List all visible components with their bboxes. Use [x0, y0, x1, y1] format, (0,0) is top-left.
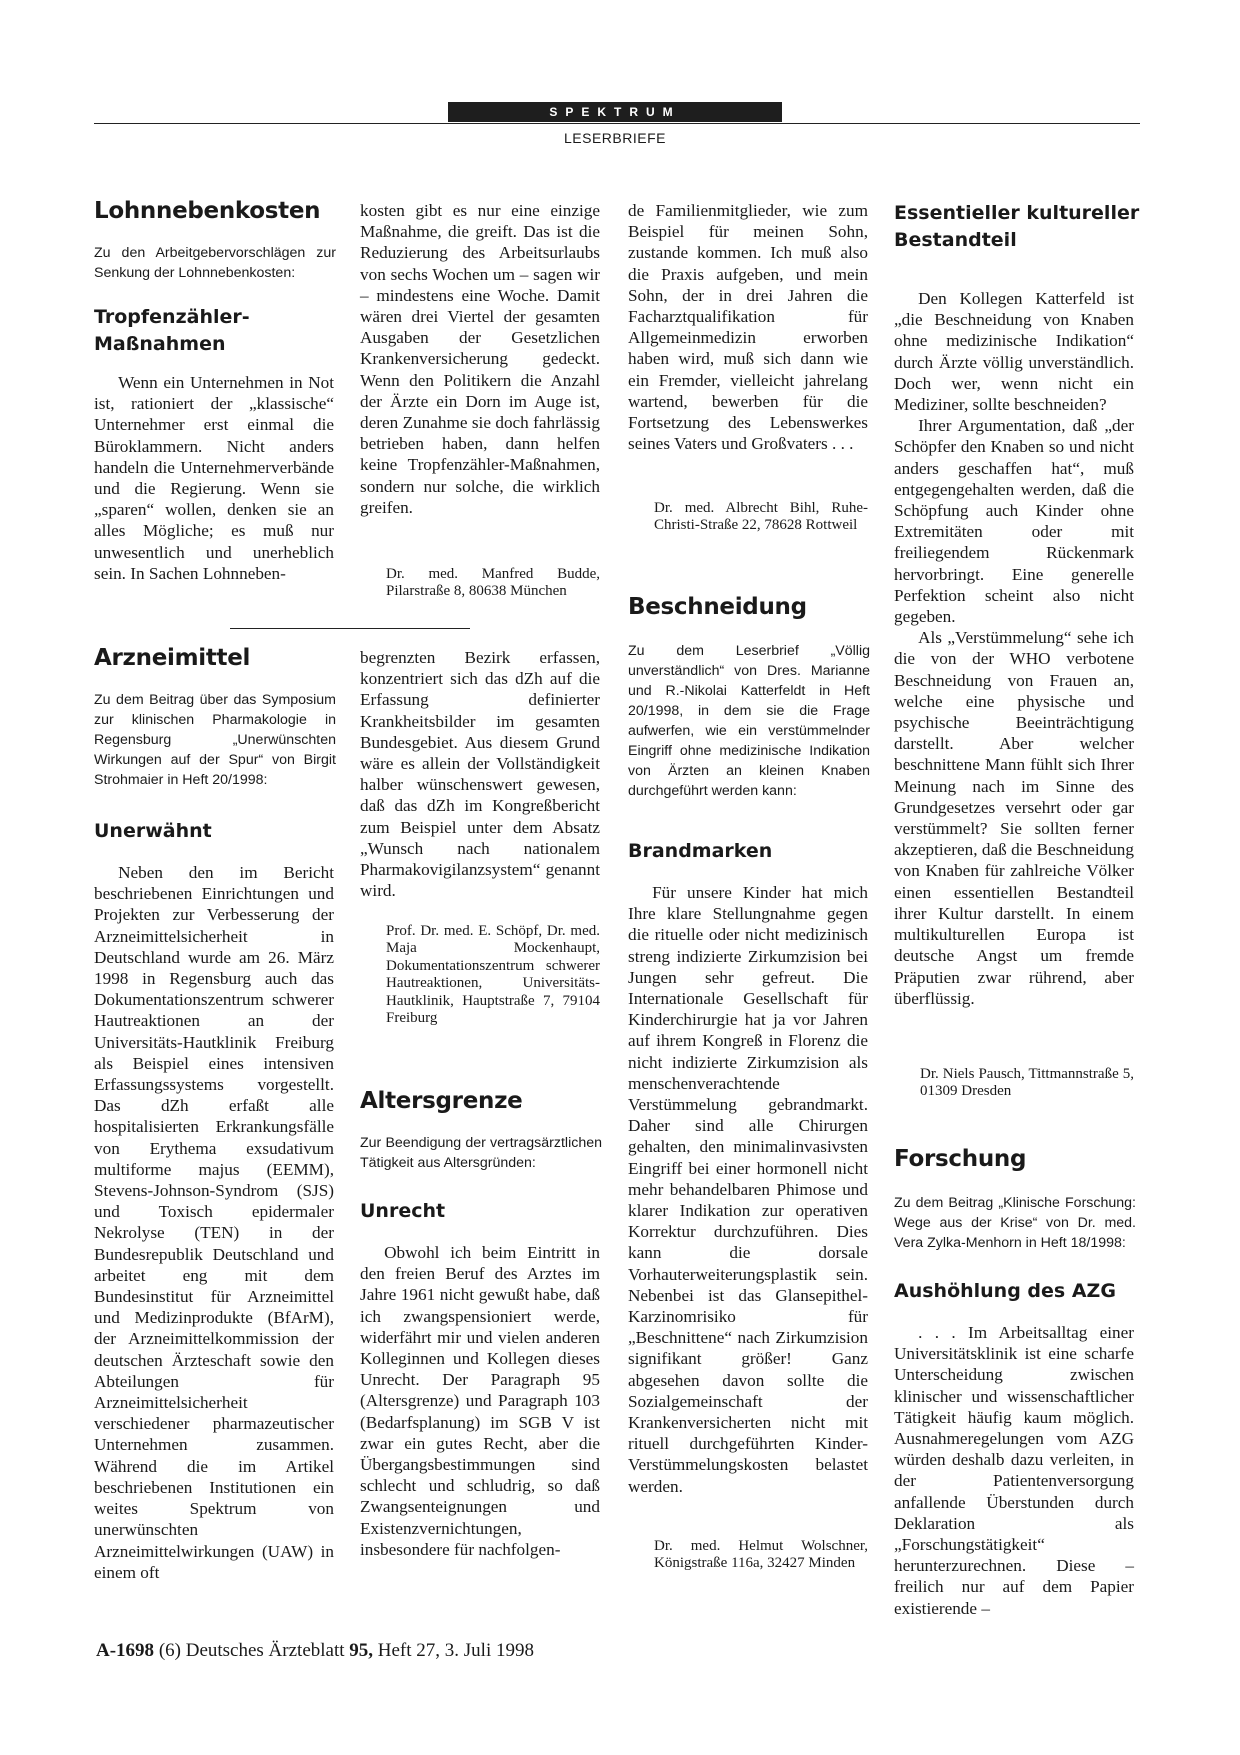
letter-title: Forschung: [894, 1146, 1027, 1172]
letter-body: [628, 882, 868, 1497]
letter-intro: Zur Beendigung der vertragsärztlichen Tätigkeit aus Altersgründen:: [360, 1135, 602, 1171]
letter-intro: Zu dem Leserbrief „Völlig unverständlich“ von Dres. Marianne und R.-Nikolai Katterfeldt in Heft 20/1998, in dem sie die Frage aufwerfen, wie ein verstümmelnder Eingriff ohne medizinische Indikation von Ärzten an kleinen Knaben durchgeführt werden kann:: [628, 643, 870, 799]
letter-body: [94, 372, 334, 584]
letter-body: [894, 288, 1134, 1009]
body-paragraph: Wenn ein Unternehmen in Not ist, rationiert der „klassische“ Unternehmer erst einmal die Büroklammern. Nicht anders handeln die Unternehmerverbände und die Regierung. Wenn sie „sparen“ wollen, denken sie an alles Mögliche; es muß nur unwesentlich und unerheblich sein. In Sachen Lohnneben-: [94, 373, 334, 583]
letter-signature: Dr. med. Manfred Budde, Pilarstraße 8, 80638 München: [386, 566, 600, 600]
letter-body: [360, 1242, 600, 1560]
letter-signature: Dr. med. Helmut Wolschner, Königstraße 116a, 32427 Minden: [654, 1538, 868, 1572]
header-rule: [94, 123, 1140, 124]
body-paragraph: begrenzten Bezirk erfassen, konzentriert sich das dZh auf die Erfassung definierter Krankheitsbilder im gesamten Bundesgebiet. Aus diesem Grund wäre es allein der Vollständigkeit halber wünschenswert gewesen, daß das dZh im Kongreßbericht zum Beispiel unter dem Absatz „Wunsch nach nationalem Pharmakovigilanzsystem“ genannt wird.: [360, 648, 600, 901]
divider: [230, 628, 470, 629]
letter-body: [360, 200, 600, 518]
section-subheading: LESERBRIEFE: [564, 130, 666, 146]
letter-subtitle: Unerwähnt: [94, 820, 212, 842]
letter-subtitle: Unrecht: [360, 1200, 446, 1222]
body-paragraph: Für unsere Kinder hat mich Ihre klare Stellungnahme gegen die rituelle oder nicht medizinisch streng indizierte Zirkumzision bei Jungen sehr gefreut. Die Internationale Gesellschaft für Kinderchirurgie hat ja vor Jahren auf ihrem Kongreß in Florenz die nicht indizierte Zirkumzision als menschenverachtende Verstümmelung gebrandmarkt. Daher sind alle Chirurgen gehalten, den minimalinvasivsten Eingriff bei einer hormonell nicht mehr behandelbaren Phimose und klarer Indikation zur operativen Korrektur durchzuführen. Dies kann die dorsale Vorhauterweiterungsplastik sein. Nebenbei ist das Glansepithel-Karzinomrisiko für „Beschnittene“ nach Zirkumzision signifikant größer! Ganz abgesehen davon sollte die Sozialgemeinschaft der Krankenversicherten nicht mit rituell durchgeführten Kinder-Verstümmelungskosten belastet werden.: [628, 883, 868, 1496]
body-paragraph: Als „Verstümmelung“ sehe ich die von der WHO verbotene Beschneidung von Frauen an, welche eine physische und psychische Beeinträchtigung darstellt. Aber welcher beschnittene Mann fühlt sich Ihrer Meinung nach im Sinne des Grundgesetzes versehrt oder gar verstümmelt? Sie sollten ferner akzeptieren, daß die Beschneidung von Knaben für zahlreiche Völker einen essentiellen Bestandteil ihrer Kultur darstellt. In einem multikulturellen Europa ist deutsche Angst um fremde Präputien zwar rührend, aber überflüssig.: [894, 628, 1134, 1008]
letter-signature: Dr. Niels Pausch, Tittmannstraße 5, 01309 Dresden: [920, 1066, 1134, 1100]
body-paragraph: de Familienmitglieder, wie zum Beispiel für meinen Sohn, zustande kommen. Ich muß also die Praxis aufgeben, und mein Sohn, der in drei Jahren die Facharztqualifikation für Allgemeinmedizin erworben haben wird, muß sich dann wie ein Fremder, vielleicht jahrelang wartend, bewerben für die Fortsetzung des Lebenswerkes seines Vaters und Großvaters . . .: [628, 201, 868, 454]
page-footer: [96, 1640, 534, 1662]
letter-subtitle: Brandmarken: [628, 840, 773, 862]
letter-signature: Prof. Dr. med. E. Schöpf, Dr. med. Maja Mockenhaupt, Dokumentationszentrum schwerer Hautreaktionen, Universitäts-Hautklinik, Hauptstraße 7, 79104 Freiburg: [386, 923, 600, 1027]
letter-signature: Dr. med. Albrecht Bihl, Ruhe-Christi-Straße 22, 78628 Rottweil: [654, 500, 868, 534]
letter-subtitle: Aushöhlung des AZG: [894, 1280, 1116, 1302]
body-paragraph: . . . Im Arbeitsalltag einer Universitätsklinik ist eine scharfe Unterscheidung zwischen klinischer und wissenschaftlicher Tätigkeit häufig kaum möglich. Ausnahmeregelungen vom AZG würden deshalb dazu verleiten, in der Patientenversorgung anfallende Überstunden durch Deklaration als „Forschungstätigkeit“ herunterzurechnen. Diese – freilich nur auf dem Papier existierende –: [894, 1323, 1134, 1618]
letter-intro: Zu dem Beitrag über das Symposium zur klinischen Pharmakologie in Regensburg „Unerwünschten Wirkungen auf der Spur“ von Birgit Strohmaier in Heft 20/1998:: [94, 692, 336, 788]
letter-title: Altersgrenze: [360, 1088, 523, 1114]
letter-body: [628, 200, 868, 454]
letter-title: Lohnnebenkosten: [94, 198, 321, 224]
letter-body: [360, 647, 600, 901]
body-paragraph: kosten gibt es nur eine einzige Maßnahme, die greift. Das ist die Reduzierung des Arbeitsurlaubs von sechs Wochen um – sagen wir – mindestens eine Woche. Damit wären drei Viertel der gesamten Ausgaben der Gesetzlichen Krankenversicherung gedeckt. Wenn den Politikern die Anzahl der Ärzte ein Dorn im Auge ist, deren Zunahme sie doch fahrlässig betrieben haben, dann helfen keine Tropfenzähler-Maßnahmen, sondern nur solche, die wirklich greifen.: [360, 201, 600, 517]
page-number: A-1698: [96, 1640, 155, 1661]
letter-subtitle: Tropfenzähler-Maßnahmen: [94, 306, 250, 355]
letter-intro: Zu dem Beitrag „Klinische Forschung: Wege aus der Krise“ von Dr. med. Vera Zylka-Menhorn in Heft 18/1998:: [894, 1195, 1136, 1251]
body-paragraph: Den Kollegen Katterfeld ist „die Beschneidung von Knaben ohne medizinische Indikation“ durch Ärzte völlig unverständlich. Doch wer, wenn nicht ein Mediziner, sollte beschneiden?: [894, 289, 1134, 415]
footer-issue: Heft 27, 3. Juli 1998: [373, 1640, 534, 1661]
letter-title: Beschneidung: [628, 594, 807, 620]
footer-publication: (6) Deutsches Ärzteblatt: [154, 1640, 350, 1661]
letter-subtitle: Essentieller kultureller Bestandteil: [894, 202, 1140, 251]
letter-body: [94, 862, 334, 1583]
letter-intro: Zu den Arbeitgebervorschlägen zur Senkung der Lohnnebenkosten:: [94, 245, 336, 281]
letter-body: [894, 1322, 1134, 1619]
body-paragraph: Ihrer Argumentation, daß „der Schöpfer den Knaben so und nicht anders geschaffen hat“, muß entgegengehalten werden, daß die Schöpfung auch Kinder ohne Extremitäten oder mit freiliegendem Rückenmark hervorbringt. Eine generelle Perfektion scheint also nicht gegeben.: [894, 416, 1134, 627]
letter-title: Arzneimittel: [94, 645, 251, 671]
footer-volume: 95,: [349, 1640, 374, 1661]
section-banner: SPEKTRUM: [448, 102, 782, 122]
body-paragraph: Obwohl ich beim Eintritt in den freien Beruf des Arztes im Jahre 1961 nicht gewußt habe, daß ich zwangspensioniert werde, widerfährt mir und vielen anderen Kolleginnen und Kollegen dieses Unrecht. Der Paragraph 95 (Altersgrenze) und Paragraph 103 (Bedarfsplanung) im SGB V ist zwar ein gutes Recht, aber die Übergangsbestimmungen sind schlecht und schludrig, so daß Zwangsenteignungen und Existenzvernichtungen, insbesondere für nachfolgen-: [360, 1243, 600, 1559]
body-paragraph: Neben den im Bericht beschriebenen Einrichtungen und Projekten zur Verbesserung der Arzneimittelsicherheit in Deutschland wurde am 26. März 1998 in Regensburg auch das Dokumentationszentrum schwerer Hautreaktionen an der Universitäts-Hautklinik Freiburg als Beispiel eines intensiven Erfassungssystems vorgestellt. Das dZh erfaßt alle hospitalisierten Erkrankungsfälle von Erythema exsudativum multiforme majus (EEMM), Stevens-Johnson-Syndrom (SJS) und Toxisch epidermaler Nekrolyse (TEN) in der Bundesrepublik Deutschland und arbeitet eng mit dem Bundesinstitut für Arzneimittel und Medizinprodukte (BfArM), der Arzneimittelkommission der deutschen Ärzteschaft sowie den Abteilungen für Arzneimittelsicherheit verschiedener pharmazeutischer Unternehmen zusammen. Während die im Artikel beschriebenen Institutionen ein weites Spektrum von unerwünschten Arzneimittelwirkungen (UAW) in einem oft: [94, 863, 334, 1582]
